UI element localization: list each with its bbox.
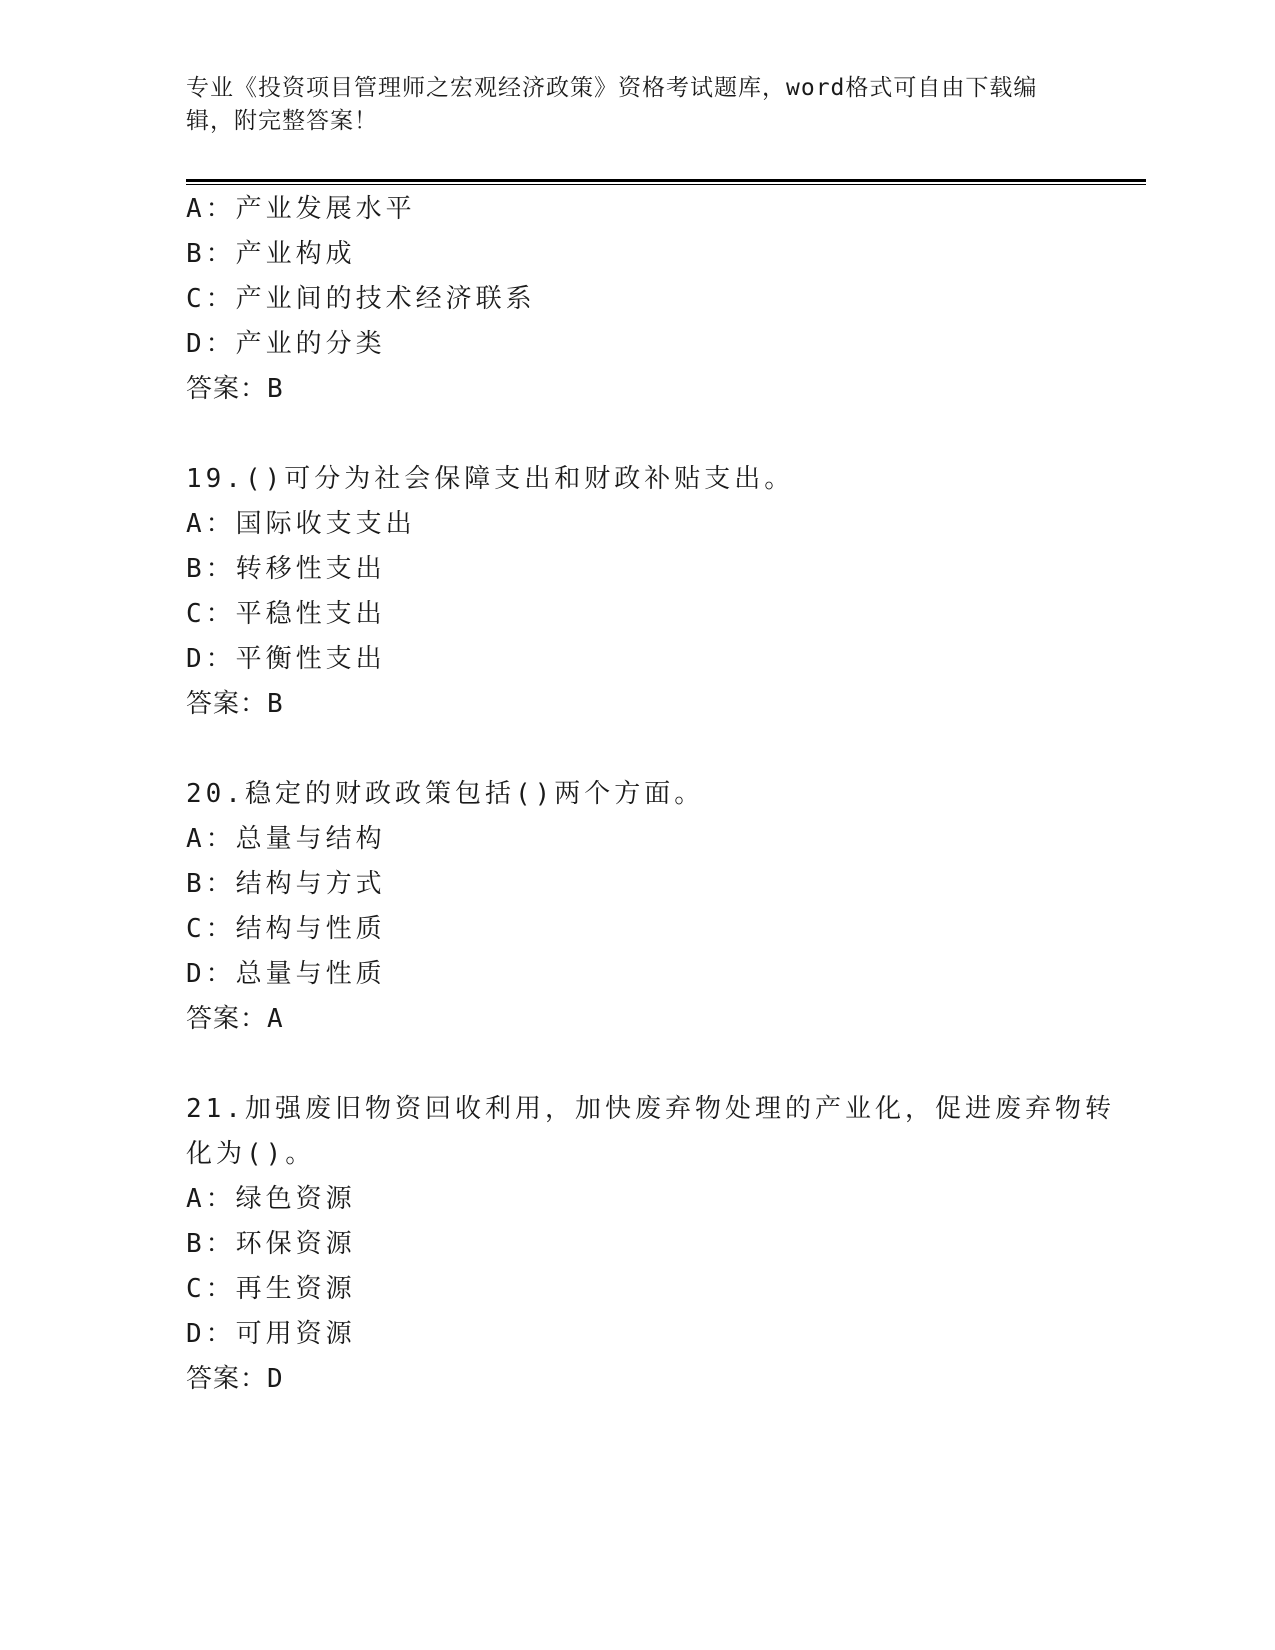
q19-answer: 答案：B	[186, 689, 284, 719]
q18-option-c: C：产业间的技术经济联系	[186, 284, 536, 314]
q19-option-a: A：国际收支支出	[186, 509, 416, 539]
q21-option-c: C：再生资源	[186, 1274, 356, 1304]
q18-answer: 答案：B	[186, 374, 284, 404]
q20-question: 20.稳定的财政政策包括()两个方面。	[186, 779, 705, 809]
q18-option-d: D：产业的分类	[186, 329, 386, 359]
q19-option-b: B：转移性支出	[186, 554, 386, 584]
q21-option-d: D：可用资源	[186, 1319, 356, 1349]
q20-option-c: C：结构与性质	[186, 914, 386, 944]
header-divider-thin	[186, 184, 1146, 185]
q21-question-line-1: 21.加强废旧物资回收利用，加快废弃物处理的产业化，促进废弃物转	[186, 1094, 1115, 1124]
q21-option-a: A：绿色资源	[186, 1184, 356, 1214]
q21-question-line-2: 化为()。	[186, 1139, 316, 1169]
q19-option-c: C：平稳性支出	[186, 599, 386, 629]
q19-option-d: D：平衡性支出	[186, 644, 386, 674]
header-line-2: 辑，附完整答案！	[186, 108, 378, 134]
q20-answer: 答案：A	[186, 1004, 284, 1034]
q19-question: 19.()可分为社会保障支出和财政补贴支出。	[186, 464, 795, 494]
header-divider-thick	[186, 179, 1146, 182]
q20-option-d: D：总量与性质	[186, 959, 386, 989]
q21-option-b: B：环保资源	[186, 1229, 356, 1259]
document-header	[186, 72, 1086, 138]
q21-answer: 答案：D	[186, 1364, 284, 1394]
q18-option-a: A：产业发展水平	[186, 194, 416, 224]
q20-option-b: B：结构与方式	[186, 869, 386, 899]
header-line-1: 专业《投资项目管理师之宏观经济政策》资格考试题库，word格式可自由下载编	[186, 75, 1038, 101]
q20-option-a: A：总量与结构	[186, 824, 386, 854]
q18-option-b: B：产业构成	[186, 239, 356, 269]
